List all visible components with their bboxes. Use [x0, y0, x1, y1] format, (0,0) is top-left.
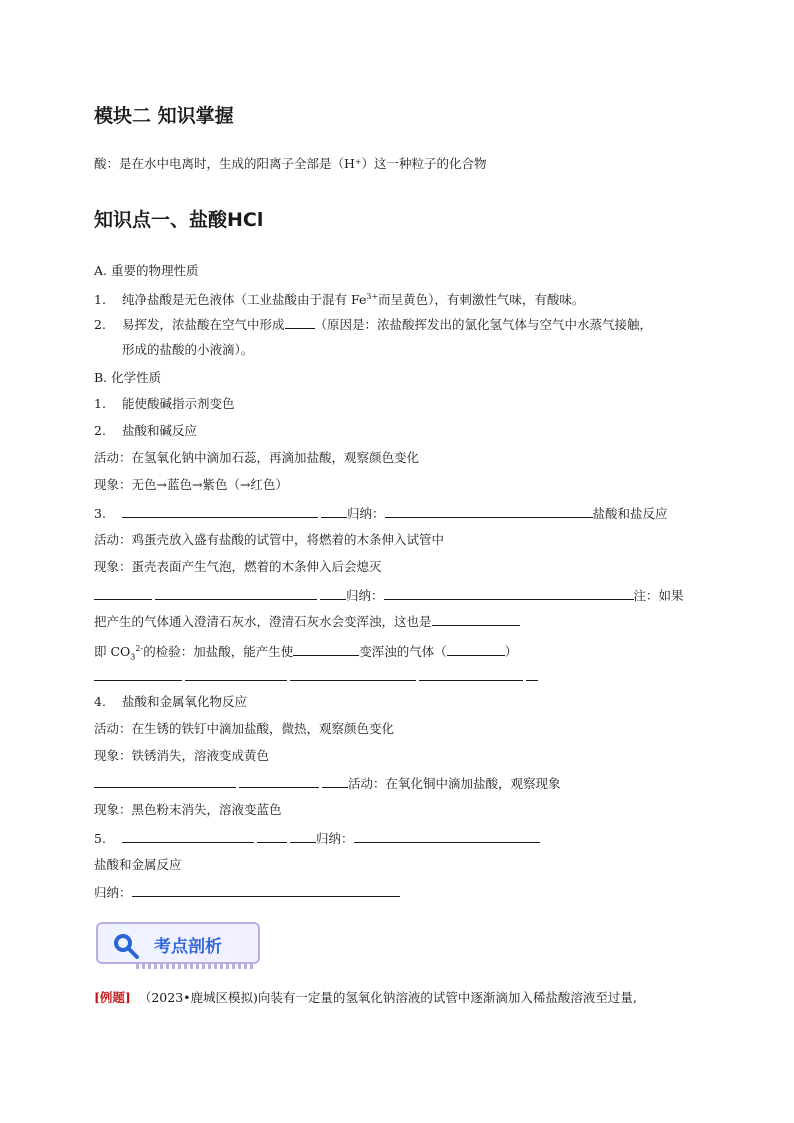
a1-post: 而呈黄色），有刺激性气味，有酸味。	[378, 292, 585, 308]
metal-reaction-title: 盐酸和金属反应	[94, 857, 182, 872]
section-a-title: A. 重要的物理性质	[94, 263, 199, 278]
blank[interactable]	[322, 775, 348, 788]
summary-post: 注：如果	[633, 588, 684, 603]
blank[interactable]	[320, 587, 346, 600]
blank[interactable]	[94, 668, 182, 681]
a1-sup: 3+	[366, 292, 379, 301]
blank[interactable]	[122, 505, 318, 518]
summary-line	[94, 587, 684, 604]
phenomenon-1: 现象：无色→蓝色→紫色（→红色）	[94, 477, 288, 492]
b2-text: 盐酸和碱反应	[122, 423, 198, 438]
banner-title: 考点剖析	[154, 937, 222, 957]
module-title: 模块二 知识掌握	[94, 105, 234, 127]
b4-text: 盐酸和金属氧化物反应	[122, 694, 248, 709]
banner-stripe	[136, 964, 256, 969]
phenomenon-3: 现象：铁锈消失，溶液变成黄色	[94, 748, 270, 763]
co3-sub: 3	[130, 652, 136, 662]
blank[interactable]	[185, 668, 287, 681]
activity-4: 活动：在氧化铜中滴加盐酸，观察现象	[348, 776, 561, 791]
co2-text: 把产生的气体通入澄清石灰水，澄清石灰水会变浑浊，这也是	[94, 614, 432, 629]
blank[interactable]	[354, 830, 540, 843]
a1-num: 1.	[94, 292, 106, 308]
blank[interactable]	[257, 830, 287, 843]
blank[interactable]	[239, 775, 319, 788]
a1-pre: 纯净盐酸是无色液体（工业盐酸由于混有 Fe	[122, 292, 367, 308]
co3-mid: 的检验：加盐酸，能产生使	[143, 644, 294, 660]
section-title: 知识点一、盐酸HCl	[94, 209, 264, 231]
blank[interactable]	[293, 643, 359, 656]
phenomenon-4: 现象：黑色粉末消失，溶液变蓝色	[94, 802, 282, 817]
co3-line	[94, 641, 517, 666]
section-banner	[96, 922, 262, 968]
equation-blanks	[94, 668, 538, 685]
activity-4-line	[94, 775, 561, 792]
a2-line	[94, 316, 652, 333]
b1-line	[94, 396, 235, 412]
b4-num: 4.	[94, 694, 106, 709]
blank[interactable]	[94, 775, 236, 788]
example-text: （2023•鹿城区模拟)向装有一定量的氢氧化钠溶液的试管中逐渐滴加入稀盐酸溶液至过量,	[138, 990, 637, 1005]
b5-mid: 归纳：	[316, 831, 354, 846]
activity-2: 活动：鸡蛋壳放入盛有盐酸的试管中，将燃着的木条伸入试管中	[94, 532, 445, 547]
b3-post: 盐酸和盐反应	[592, 506, 668, 521]
blank[interactable]	[290, 668, 416, 681]
blank[interactable]	[526, 668, 538, 681]
metal-summary-label: 归纳：	[94, 885, 132, 900]
b2-num: 2.	[94, 423, 106, 438]
magnifier-icon	[110, 930, 142, 960]
blank[interactable]	[385, 505, 593, 518]
example-tag: [例题]	[94, 990, 131, 1005]
summary-mid: 归纳：	[346, 588, 384, 603]
activity-1: 活动：在氢氧化钠中滴加石蕊，再滴加盐酸，观察颜色变化	[94, 450, 420, 465]
blank[interactable]	[447, 643, 505, 656]
a2-pre: 易挥发，浓盐酸在空气中形成	[122, 317, 285, 332]
blank[interactable]	[384, 587, 634, 600]
example-line	[94, 990, 637, 1006]
phenomenon-2: 现象：蛋壳表面产生气泡，燃着的木条伸入后会熄灭	[94, 559, 382, 574]
blank[interactable]	[419, 668, 523, 681]
b1-text: 能使酸碱指示剂变色	[122, 396, 235, 411]
co3-pre: 即 CO	[94, 644, 131, 660]
a2-continuation: 形成的盐酸的小液滴）。	[122, 342, 254, 357]
a2-post: （原因是：浓盐酸挥发出的氯化氢气体与空气中水蒸气接触，	[314, 317, 653, 332]
blank[interactable]	[290, 830, 316, 843]
a1-line	[94, 289, 584, 308]
b3-mid: 归纳：	[347, 506, 385, 521]
b1-num: 1.	[94, 396, 106, 411]
acid-definition: 酸：是在水中电离时，生成的阳离子全部是（H⁺）这一种粒子的化合物	[94, 156, 487, 171]
b5-num: 5.	[94, 831, 106, 846]
b5-line	[94, 830, 540, 847]
b4-line	[94, 694, 247, 710]
co3-end: ）	[504, 644, 518, 660]
section-b-title: B. 化学性质	[94, 370, 162, 385]
blank[interactable]	[432, 613, 520, 626]
metal-summary-line	[94, 884, 400, 901]
blank[interactable]	[94, 587, 152, 600]
a2-num: 2.	[94, 317, 106, 332]
b3-num: 3.	[94, 506, 106, 521]
blank[interactable]	[122, 830, 254, 843]
blank[interactable]	[321, 505, 347, 518]
b2-line	[94, 423, 197, 439]
co3-mid2: 变浑浊的气体（	[359, 644, 447, 660]
blank[interactable]	[155, 587, 317, 600]
blank[interactable]	[132, 884, 400, 897]
co2-line	[94, 613, 520, 630]
b3-line	[94, 505, 668, 522]
blank[interactable]	[285, 316, 315, 329]
activity-3: 活动：在生锈的铁钉中滴加盐酸，微热，观察颜色变化	[94, 721, 395, 736]
co3-sup: 2-	[135, 644, 144, 653]
